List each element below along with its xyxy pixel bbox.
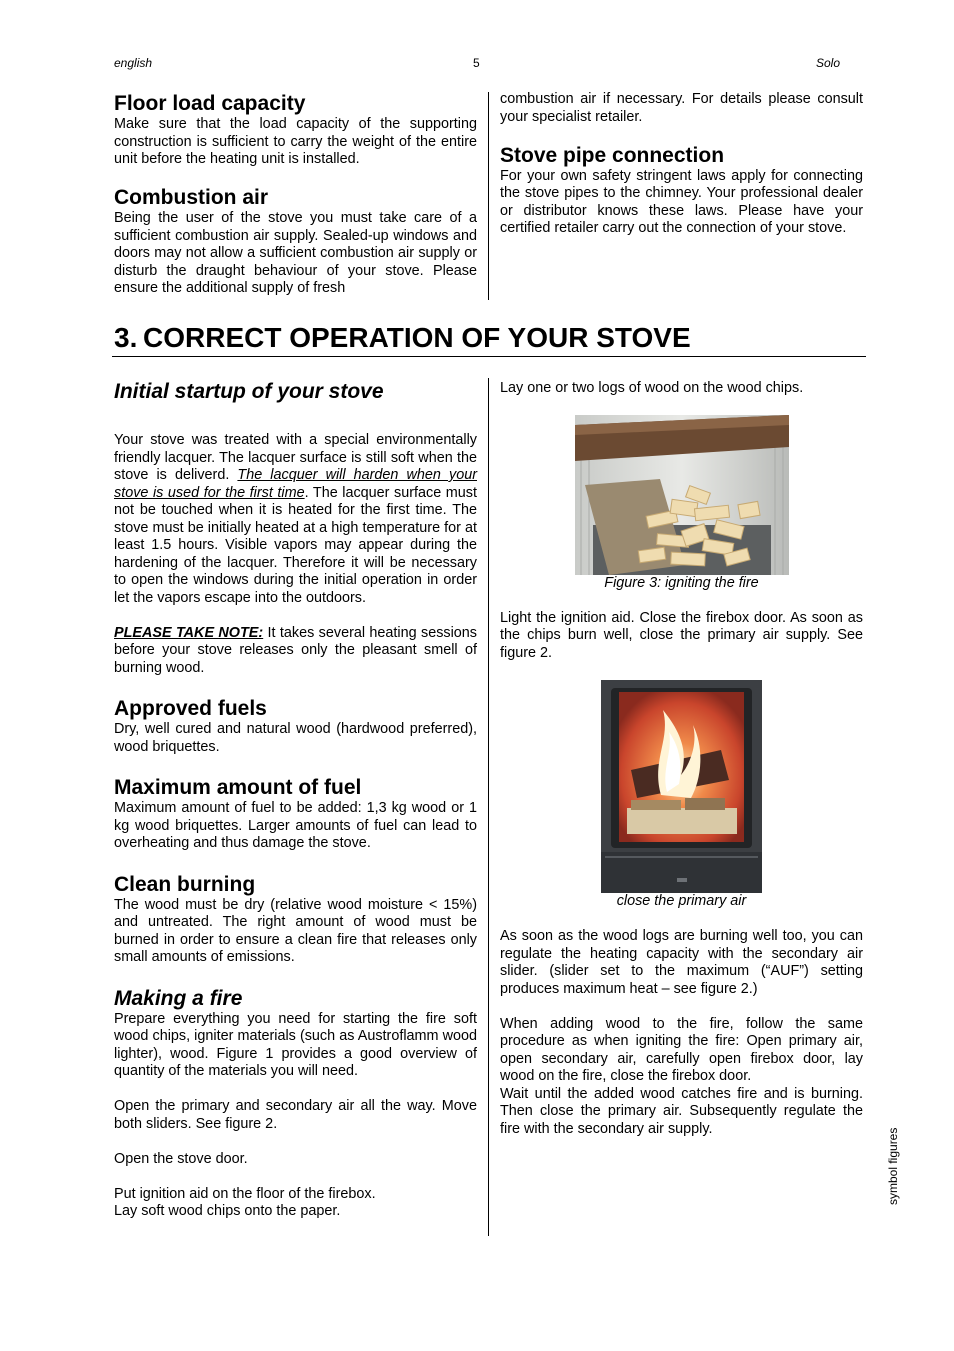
section-text-clean-burning: The wood must be dry (relative wood moisture < 15%) and untreated. The right amount of wood must be burned in order to ensure a clean fire that releases only small amounts of emissions. <box>114 896 477 965</box>
column-divider-top <box>488 92 489 300</box>
main-left-column <box>114 380 477 1221</box>
right-paragraph-4a: When adding wood to the fire, follow the same procedure as when igniting the fire: Open primary air, open secondary air, carefully open firebox door, lay wood on the fire, close the firebox door. <box>500 1015 863 1084</box>
figure-3-caption: Figure 3: igniting the fire <box>604 574 759 591</box>
making-fire-paragraph-3: Open the stove door. <box>114 1150 248 1167</box>
section-title-combustion-air: Combustion air <box>114 186 269 209</box>
header-language: english <box>114 56 153 70</box>
note-label: PLEASE TAKE NOTE: <box>114 624 264 641</box>
section-text-approved-fuels: Dry, well cured and natural wood (hardwood preferred), wood briquettes. <box>114 721 477 755</box>
section-title-approved-fuels: Approved fuels <box>114 697 267 720</box>
chapter-heading <box>114 320 691 356</box>
note-paragraph <box>114 625 477 678</box>
top-right-column <box>500 91 863 238</box>
right-paragraph-3: As soon as the wood logs are burning well too, you can regulate the heating capacity with the secondary air slider. (slider set to the maximum (“AUF”) setting produces maximum heat – see figure 2.) <box>500 928 863 997</box>
section-title-stove-pipe: Stove pipe connection <box>500 143 725 167</box>
figure-fire-image <box>601 680 762 893</box>
section-title-maximum-fuel: Maximum amount of fuel <box>114 776 362 799</box>
startup-underlined-text: The lacquer will harden when your stove is used for the first time <box>114 467 477 501</box>
right-paragraph-2: Light the ignition aid. Close the firebox door. As soon as the chips burn well, close the primary air supply. See figure 2. <box>500 609 863 661</box>
section-title-initial-startup: Initial startup of your stove <box>114 380 384 403</box>
header-page-number: 5 <box>473 56 480 70</box>
chapter-rule <box>112 356 866 357</box>
figure-fire-caption: close the primary air <box>616 893 747 909</box>
section-title-clean-burning: Clean burning <box>114 872 256 896</box>
main-right-column <box>500 380 863 1138</box>
wood-chips-illustration <box>575 415 789 575</box>
section-text-maximum-fuel: Maximum amount of fuel to be added: 1,3 kg wood or 1 kg wood briquettes. Larger amounts of fuel can lead to overheating and thus damage the stove. <box>114 800 477 851</box>
making-fire-paragraph-4b: Lay soft wood chips onto the paper. <box>114 1203 341 1219</box>
making-fire-paragraph-4a: Put ignition aid on the floor of the firebox. <box>114 1185 376 1202</box>
section-text-initial-startup <box>114 432 477 607</box>
section-title-making-fire: Making a fire <box>114 986 243 1010</box>
section-text-combustion-air-continued: combustion air if necessary. For details please consult your specialist retailer. <box>500 91 863 125</box>
section-text-combustion-air: Being the user of the stove you must take care of a sufficient combustion air supply. Sealed-up windows and doors may not allow a sufficient combustion air supply or disturb the draught behaviour of your stove. Please ensure the additional supply of fresh <box>114 210 477 296</box>
section-title-floor-load: Floor load capacity <box>114 92 306 115</box>
note-text: It takes several heating sessions before your stove releases only the pleasant smell of burning wood. <box>114 624 477 676</box>
top-left-column <box>114 92 477 298</box>
making-fire-paragraph-2: Open the primary and secondary air all the way. Move both sliders. See figure 2. <box>114 1098 477 1132</box>
chapter-number: 3. <box>114 322 138 353</box>
section-text-stove-pipe: For your own safety stringent laws apply for connecting the stove pipes to the chimney. Your professional dealer or distributor knows these laws. Please have your certified retailer carry out the connection of your stove. <box>500 167 863 236</box>
figure-3-image <box>575 415 789 575</box>
startup-text-part-2: . The lacquer surface must not be touched when it is heated for the first time. The stove must be initially heated at a high temperature for at least 1.5 hours. Visible vapors may appear during the hardening of the lacquer. Therefore it will be necessary to open the windows during the initial operation in order let the vapors escape into the outdoors. <box>114 484 477 606</box>
startup-text-part-1: Your stove was treated with a special environmentally friendly lacquer. The lacquer surface is still soft when the stove is deliverd. <box>114 432 477 483</box>
side-label: symbol figures <box>886 1127 900 1205</box>
header-model: Solo <box>816 56 841 70</box>
chapter-title: CORRECT OPERATION OF YOUR STOVE <box>143 322 691 353</box>
column-divider-main <box>488 378 489 1236</box>
making-fire-paragraph-1: Prepare everything you need for starting the fire soft wood chips, igniter materials (such as Austroflamm wood lighter), wood. Figure 1 provides a good overview of quantity of the materials you will need. <box>114 1010 477 1079</box>
section-text-floor-load: Make sure that the load capacity of the supporting construction is sufficient to carry the weight of the entire unit before the heating unit is installed. <box>114 116 477 167</box>
stove-fire-illustration <box>601 680 762 893</box>
right-paragraph-4b: Wait until the added wood catches fire and is burning. Then close the primary air. Subsequently regulate the fire with the secondary air supply. <box>500 1085 863 1137</box>
right-paragraph-1: Lay one or two logs of wood on the wood chips. <box>500 380 804 396</box>
